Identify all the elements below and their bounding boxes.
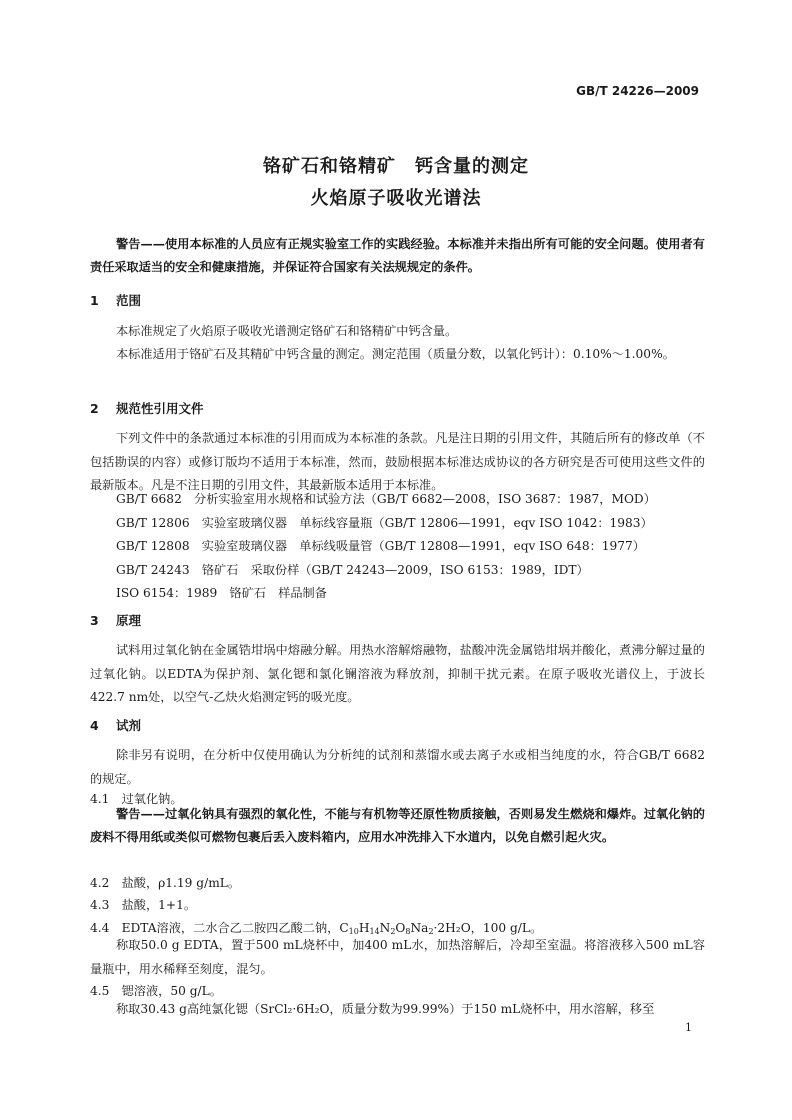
section-3-heading: 3 原理 xyxy=(90,613,142,628)
reference-item: GB/T 12806 实验室玻璃仪器 单标线容量瓶（GB/T 12806—1991，eqv ISO 1042：1983） xyxy=(116,516,653,530)
item-4-1: 4.1 过氧化钠。 xyxy=(90,792,183,806)
item-4-4-para: 称取50.0 g EDTA，置于500 mL烧杯中，加400 mL水，加热溶解后，冷却至室温。将溶液移入500 mL容量瓶中，用水稀释至刻度，混匀。 xyxy=(90,938,705,976)
section-1-para-1: 本标准规定了火焰原子吸收光谱测定铬矿石和铬精矿中钙含量。 xyxy=(116,324,458,338)
reference-item: GB/T 12808 实验室玻璃仪器 单标线吸量管（GB/T 12808—1991，eqv ISO 648：1977） xyxy=(116,539,645,553)
section-2-para-1: 下列文件中的条款通过本标准的引用而成为本标准的条款。凡是注日期的引用文件，其随后所有的修改单（不包括勘误的内容）或修订版均不适用于本标准，然而，鼓励根据本标准达成协议的各方研究是否可使用这些文件的最新版本。凡是不注日期的引用文件，其最新版本适用于本标准。 xyxy=(90,431,705,492)
item-4-2: 4.2 盐酸，ρ1.19 g/mL。 xyxy=(90,876,241,890)
reference-item: GB/T 24243 铬矿石 采取份样（GB/T 24243—2009，ISO 6153：1989，IDT） xyxy=(116,563,589,577)
standard-number: GB/T 24226—2009 xyxy=(576,84,699,98)
item-4-4: 4.4 EDTA溶液，二水合乙二胺四乙酸二钠，$C_{10}H_{14}N_2O_8Na_2\cdot 2H_2O$，100 g/L。 xyxy=(90,921,543,936)
item-4-5-para: 称取30.43 g高纯氯化锶（SrCl₂·6H₂O，质量分数为99.99%）于150 mL烧杯中，用水溶解，移至 xyxy=(116,1002,655,1016)
item-4-5: 4.5 锶溶液，50 g/L。 xyxy=(90,984,222,998)
section-4-heading: 4 试剂 xyxy=(90,718,142,733)
reference-item: GB/T 6682 分析实验室用水规格和试验方法（GB/T 6682—2008，ISO 3687：1987，MOD） xyxy=(116,492,656,506)
section-1-heading: 1 范围 xyxy=(90,293,142,308)
document-title-line1: 铬矿石和铬精矿 钙含量的测定 xyxy=(263,156,529,177)
section-4-para-1: 除非另有说明，在分析中仅使用确认为分析纯的试剂和蒸馏水或去离子水或相当纯度的水，符合GB/T 6682的规定。 xyxy=(90,748,705,786)
section-2-heading: 2 规范性引用文件 xyxy=(90,401,204,416)
item-4-3: 4.3 盐酸，1+1。 xyxy=(90,898,197,912)
section-1-para-2: 本标准适用于铬矿石及其精矿中钙含量的测定。测定范围（质量分数，以氧化钙计）：0.10%～1.00%。 xyxy=(116,347,675,361)
general-warning: 警告——使用本标准的人员应有正规实验室工作的实践经验。本标准并未指出所有可能的安全问题。使用者有责任采取适当的安全和健康措施，并保证符合国家有关法规规定的条件。 xyxy=(90,237,705,274)
section-3-para-1: 试料用过氧化钠在金属锆坩埚中熔融分解。用热水溶解熔融物，盐酸冲洗金属锆坩埚并酸化，煮沸分解过量的过氧化钠。以EDTA为保护剂、氯化锶和氯化镧溶液为释放剂，抑制干扰元素。在原子吸收光谱仪上，于波长422.7 nm处，以空气-乙炔火焰测定钙的吸光度。 xyxy=(90,643,705,704)
page-number: 1 xyxy=(685,1021,692,1034)
reference-item: ISO 6154：1989 铬矿石 样品制备 xyxy=(116,586,327,600)
item-4-1-warning: 警告——过氧化钠具有强烈的氧化性，不能与有机物等还原性物质接触，否则易发生燃烧和爆炸。过氧化钠的废料不得用纸或类似可燃物包裹后丢入废料箱内，应用水冲洗排入下水道内，以免自燃引起火灾。 xyxy=(90,807,705,844)
document-title-line2: 火焰原子吸收光谱法 xyxy=(310,188,482,209)
